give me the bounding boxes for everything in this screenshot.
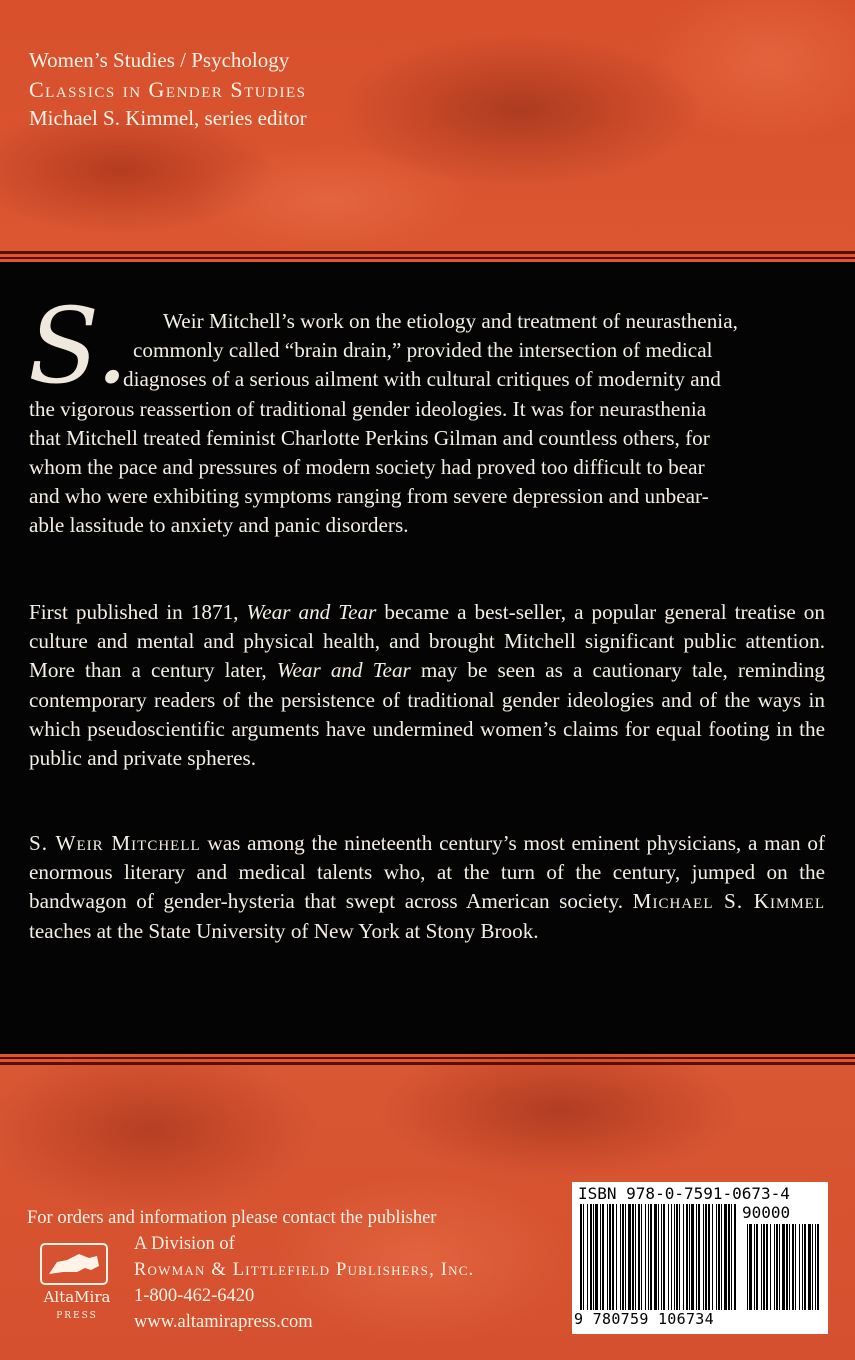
- bottom-rule-thin: [0, 1057, 855, 1059]
- p1-line-8: able lassitude to anxiety and panic disorders.: [29, 513, 409, 538]
- p2-book-title-1: Wear and Tear: [246, 600, 377, 624]
- bottom-rule: [0, 1062, 855, 1065]
- isbn-label: ISBN 978-0-7591-0673-4: [578, 1184, 790, 1203]
- top-rule-thin: [0, 257, 855, 259]
- publisher-division: A Division of: [134, 1234, 235, 1254]
- p1-line-2: commonly called “brain drain,” provided the intersection of medical: [133, 338, 713, 363]
- p2-text-a: First published in 1871,: [29, 600, 247, 624]
- logo-name: AltaMira: [43, 1288, 111, 1306]
- publisher-phone: 1-800-462-6420: [134, 1286, 255, 1306]
- series-category: Women’s Studies / Psychology: [29, 48, 290, 72]
- p1-line-6: whom the pace and pressures of modern society had proved too difficult to bear: [29, 455, 705, 480]
- editor-name: Michael S. Kimmel: [632, 889, 825, 914]
- publisher-name: Rowman & Littlefield Publishers, Inc.: [134, 1260, 475, 1280]
- p1-line-7: and who were exhibiting symptoms ranging from severe depression and unbear-: [29, 484, 709, 509]
- editor-bio: teaches at the State University of New York at Stony Brook.: [29, 918, 539, 943]
- publisher-info: [134, 1231, 474, 1335]
- barcode-supplement: 90000: [742, 1203, 791, 1222]
- p2-book-title-2: Wear and Tear: [276, 658, 411, 683]
- blurb-paragraph-3: [29, 829, 825, 946]
- orders-line: For orders and information please contact the publisher: [27, 1208, 437, 1228]
- series-name: Classics in Gender Studies: [29, 77, 307, 102]
- blurb-paragraph-2: [29, 598, 825, 773]
- p1-line-1: Weir Mitchell’s work on the etiology and treatment of neurasthenia,: [163, 309, 738, 333]
- p2-text-b: became a best-seller, a popular general treatise on culture and mental and physical health, and brought Mitchell significant public attention. More than a century later,: [29, 600, 825, 683]
- logo-sub: PRESS: [56, 1311, 98, 1321]
- bison-icon: [49, 1254, 99, 1274]
- publisher-website[interactable]: www.altamirapress.com: [134, 1312, 313, 1332]
- p1-line-4: the vigorous reassertion of traditional gender ideologies. It was for neurasthenia: [29, 396, 707, 421]
- author-name: S. Weir Mitchell: [29, 831, 201, 855]
- p2-text-c: may be seen as a cautionary tale, reminding contemporary readers of the persistence of traditional gender ideologies and of the ways in which pseudoscientific arguments have undermined women’s claims for equal footing in the public and private spheres.: [29, 658, 826, 771]
- altamira-logo: [27, 1240, 127, 1340]
- p1-line-3: diagnoses of a serious ailment with cultural critiques of modernity and: [123, 367, 721, 392]
- p1-line-5: that Mitchell treated feminist Charlotte Perkins Gilman and countless others, for: [29, 425, 710, 450]
- drop-cap-text: S.: [28, 296, 129, 396]
- series-editor: Michael S. Kimmel, series editor: [29, 106, 307, 130]
- barcode-number: 9 780759 106734: [574, 1310, 714, 1328]
- series-info: [29, 46, 307, 133]
- author-bio: was among the nineteenth century’s most eminent physicians, a man of enormous literary and medical talents who, at the turn of the century, jumped on the bandwagon of gender-hysteria that swept across American society.: [29, 831, 825, 914]
- barcode-box: [572, 1182, 828, 1334]
- blurb-paragraph-1: [29, 307, 825, 541]
- top-rule: [0, 251, 855, 254]
